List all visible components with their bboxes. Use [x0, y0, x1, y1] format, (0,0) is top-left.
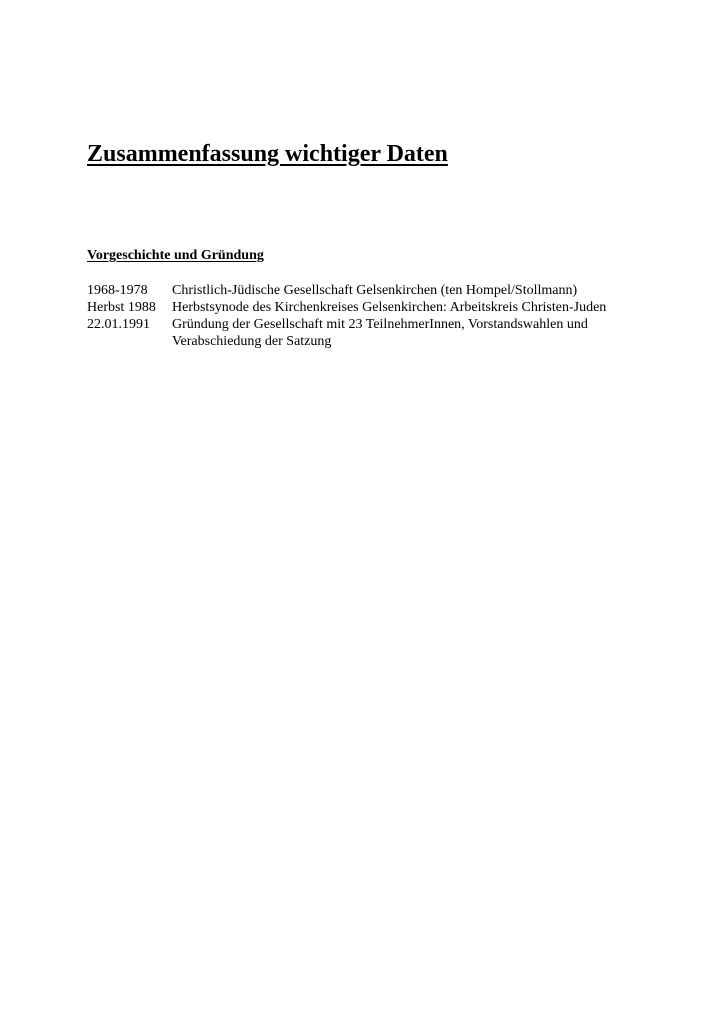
entry-text: Gründung der Gesellschaft mit 23 TeilnehmerInnen, Vorstandswahlen und Verabschiedung der Satzung	[172, 317, 588, 349]
timeline-entry	[87, 282, 647, 299]
timeline-entry	[87, 316, 647, 350]
entry-date: Herbst 1988	[87, 300, 156, 315]
entry-date: 1968-1978	[87, 283, 148, 298]
entry-text: Christlich-Jüdische Gesellschaft Gelsenkirchen (ten Hompel/Stollmann)	[172, 283, 578, 298]
section-heading: Vorgeschichte und Gründung	[87, 248, 264, 263]
entry-date: 22.01.1991	[87, 317, 150, 332]
page-title: Zusammenfassung wichtiger Daten	[87, 141, 448, 167]
timeline-entry	[87, 299, 647, 316]
timeline-list	[87, 282, 647, 350]
entry-text: Herbstsynode des Kirchenkreises Gelsenkirchen: Arbeitskreis Christen-Juden	[172, 300, 607, 315]
